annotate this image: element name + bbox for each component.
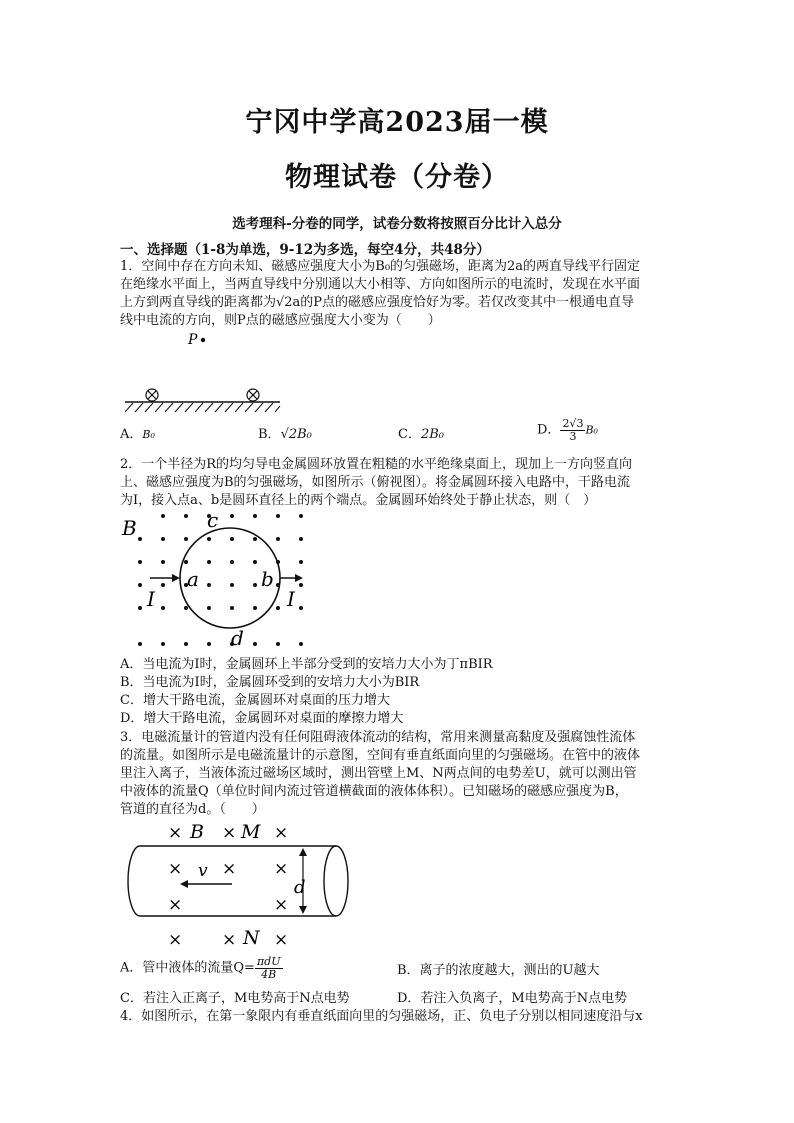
q1-figure <box>115 328 295 418</box>
q2-figure <box>115 508 325 653</box>
field-label-b: B <box>122 516 137 540</box>
q2-option-b[interactable]: B．当电流为I时，金属圆环受到的安培力大小为BIR <box>120 675 420 690</box>
q3-option-a[interactable]: A．管中液体的流量Q= $\frac{\text{πdU}}{4B}$ <box>120 955 281 981</box>
q2-option-c[interactable]: C．增大干路电流，金属圆环对桌面的压力增大 <box>120 693 390 708</box>
q2-stem-line: 为I，接入点a、b是圆环直径上的两个端点。金属圆环始终处于静止状态，则（ ） <box>120 493 597 508</box>
field-dot <box>276 642 280 646</box>
exam-title-line1: 宁冈中学高2023届一模 <box>245 107 549 138</box>
field-dot <box>184 606 188 610</box>
q3-figure <box>118 818 358 958</box>
wire-into-page-icon <box>247 389 259 401</box>
q2-option-a[interactable]: A．当电流为I时，金属圆环上半部分受到的安培力大小为丁πBIR <box>120 657 493 672</box>
q3-option-d[interactable]: D．若注入负离子，M电势高于N点电势 <box>397 991 628 1006</box>
q1-option-d[interactable]: D． $\frac{2√3}{3}$ B₀ <box>537 417 598 443</box>
field-dot <box>161 514 165 518</box>
current-label-left: I <box>147 587 155 611</box>
pipe-right-end <box>324 846 348 916</box>
field-cross: × <box>274 859 289 879</box>
field-dot <box>138 560 142 564</box>
point-m-label: M <box>241 821 261 843</box>
field-dot <box>276 606 280 610</box>
point-a-label: a <box>187 567 199 591</box>
field-dot <box>138 537 142 541</box>
q1-option-a[interactable]: A．B₀ <box>120 427 155 442</box>
field-dot <box>276 537 280 541</box>
field-dot <box>161 606 165 610</box>
field-dot <box>138 583 142 587</box>
field-cross: × <box>222 823 237 843</box>
field-dot <box>184 642 188 646</box>
field-label-b: B <box>190 821 204 843</box>
q3-stem-line: 的流量。如图所示是电磁流量计的示意图，空间有垂直纸面向里的匀强磁场。在管中的液体 <box>120 748 641 763</box>
field-dot <box>207 642 211 646</box>
field-dot <box>299 642 303 646</box>
point-b-label: b <box>261 567 274 591</box>
field-dot <box>161 583 165 587</box>
q1-stem-line: 在绝缘水平面上，当两直导线中分别通以大小相等、方向如图所示的电流时，发现在水平面 <box>120 277 641 292</box>
field-cross: × <box>168 895 183 915</box>
q1-stem-line: 1．空间中存在方向未知、磁感应强度大小为B₀的匀强磁场，距离为2a的两直导线平行固定 <box>120 259 641 274</box>
exam-title-line2: 物理试卷（分卷） <box>285 162 509 193</box>
field-dot <box>161 642 165 646</box>
field-dot <box>299 583 303 587</box>
q2-option-d[interactable]: D．增大干路电流，金属圆环对桌面的摩擦力增大 <box>120 711 404 726</box>
point-p-dot <box>201 338 205 342</box>
diameter-label-d: d <box>294 877 306 898</box>
section-heading: 一、选择题（1-8为单选，9-12为多选，每空4分，共48分） <box>120 242 490 258</box>
field-cross: × <box>274 823 289 843</box>
point-n-label: N <box>243 927 260 949</box>
field-cross: × <box>168 930 183 950</box>
current-arrow-left-icon <box>150 574 180 582</box>
q2-stem-line: 上、磁感应强度为B的匀强磁场，如图所示（俯视图）。将金属圆环接入电路中，干路电流 <box>120 475 631 490</box>
current-arrow-right-icon <box>280 574 303 582</box>
q3-option-c[interactable]: C．若注入正离子，M电势高于N点电势 <box>120 991 350 1006</box>
q2-stem <box>120 456 680 510</box>
field-dot <box>299 606 303 610</box>
field-cross: × <box>222 859 237 879</box>
q3-stem-line: 里注入离子，当液体流过磁场区域时，测出管壁上M、N两点间的电势差U，就可以测出管 <box>120 766 637 781</box>
current-label-right: I <box>287 587 295 611</box>
field-dot <box>299 514 303 518</box>
ground-hatch <box>125 403 280 412</box>
field-dot <box>299 560 303 564</box>
field-dot <box>230 514 234 518</box>
field-dot <box>138 606 142 610</box>
field-cross: × <box>168 823 183 843</box>
field-dot <box>299 537 303 541</box>
exam-notice: 选考理科-分卷的同学，试卷分数将按照百分比计入总分 <box>232 216 562 232</box>
field-dot <box>161 537 165 541</box>
wire-into-page-icon <box>146 389 158 401</box>
field-cross: × <box>222 930 237 950</box>
q1-option-b[interactable]: B．√2B₀ <box>258 427 312 442</box>
field-dot <box>253 514 257 518</box>
field-dot <box>184 514 188 518</box>
q1-option-c[interactable]: C．2B₀ <box>398 427 444 442</box>
field-cross: × <box>274 930 289 950</box>
q1-stem-line: 线中电流的方向，则P点的磁感应强度大小变为（ ） <box>120 313 441 328</box>
q1-stem-line: 上方到两直导线的距离都为√2a的P点的磁感应强度恰好为零。若仅改变其中一根通电直导 <box>120 295 635 310</box>
velocity-label-v: v <box>198 861 208 881</box>
q3-stem-line: 管道的直径为d。（ ） <box>120 802 265 817</box>
q3-stem-line: 中液体的流量Q（单位时间内流过管道横截面的液体体积）。已知磁场的磁感应强度为B， <box>120 784 628 799</box>
point-d-label: d <box>231 626 244 650</box>
q2-stem-line: 2．一个半径为R的均匀导电金属圆环放置在粗糙的水平绝缘桌面上，现加上一方向竖直向 <box>120 457 633 472</box>
q3-stem-line: 3．电磁流量计的管道内没有任何阻碍液体流动的结构，常用来测量高黏度及强腐蚀性流体 <box>120 730 636 745</box>
pipe-left-end <box>128 846 140 916</box>
q3-stem <box>120 729 680 819</box>
point-p-label: P <box>188 332 198 348</box>
field-cross: × <box>168 859 183 879</box>
field-cross: × <box>274 895 289 915</box>
velocity-arrow-icon <box>180 880 232 888</box>
field-dot <box>184 537 188 541</box>
q2-options <box>120 656 680 728</box>
point-c-label: c <box>207 508 219 532</box>
q4-stem: 4．如图所示，在第一象限内有垂直纸面向里的匀强磁场，正、负电子分别以相同速度沿与x <box>120 1009 643 1024</box>
field-dot <box>138 642 142 646</box>
field-dot <box>276 514 280 518</box>
q1-stem <box>120 258 680 330</box>
q3-option-b[interactable]: B．离子的浓度越大，测出的U越大 <box>397 963 600 978</box>
field-dot <box>161 560 165 564</box>
field-dot <box>253 642 257 646</box>
